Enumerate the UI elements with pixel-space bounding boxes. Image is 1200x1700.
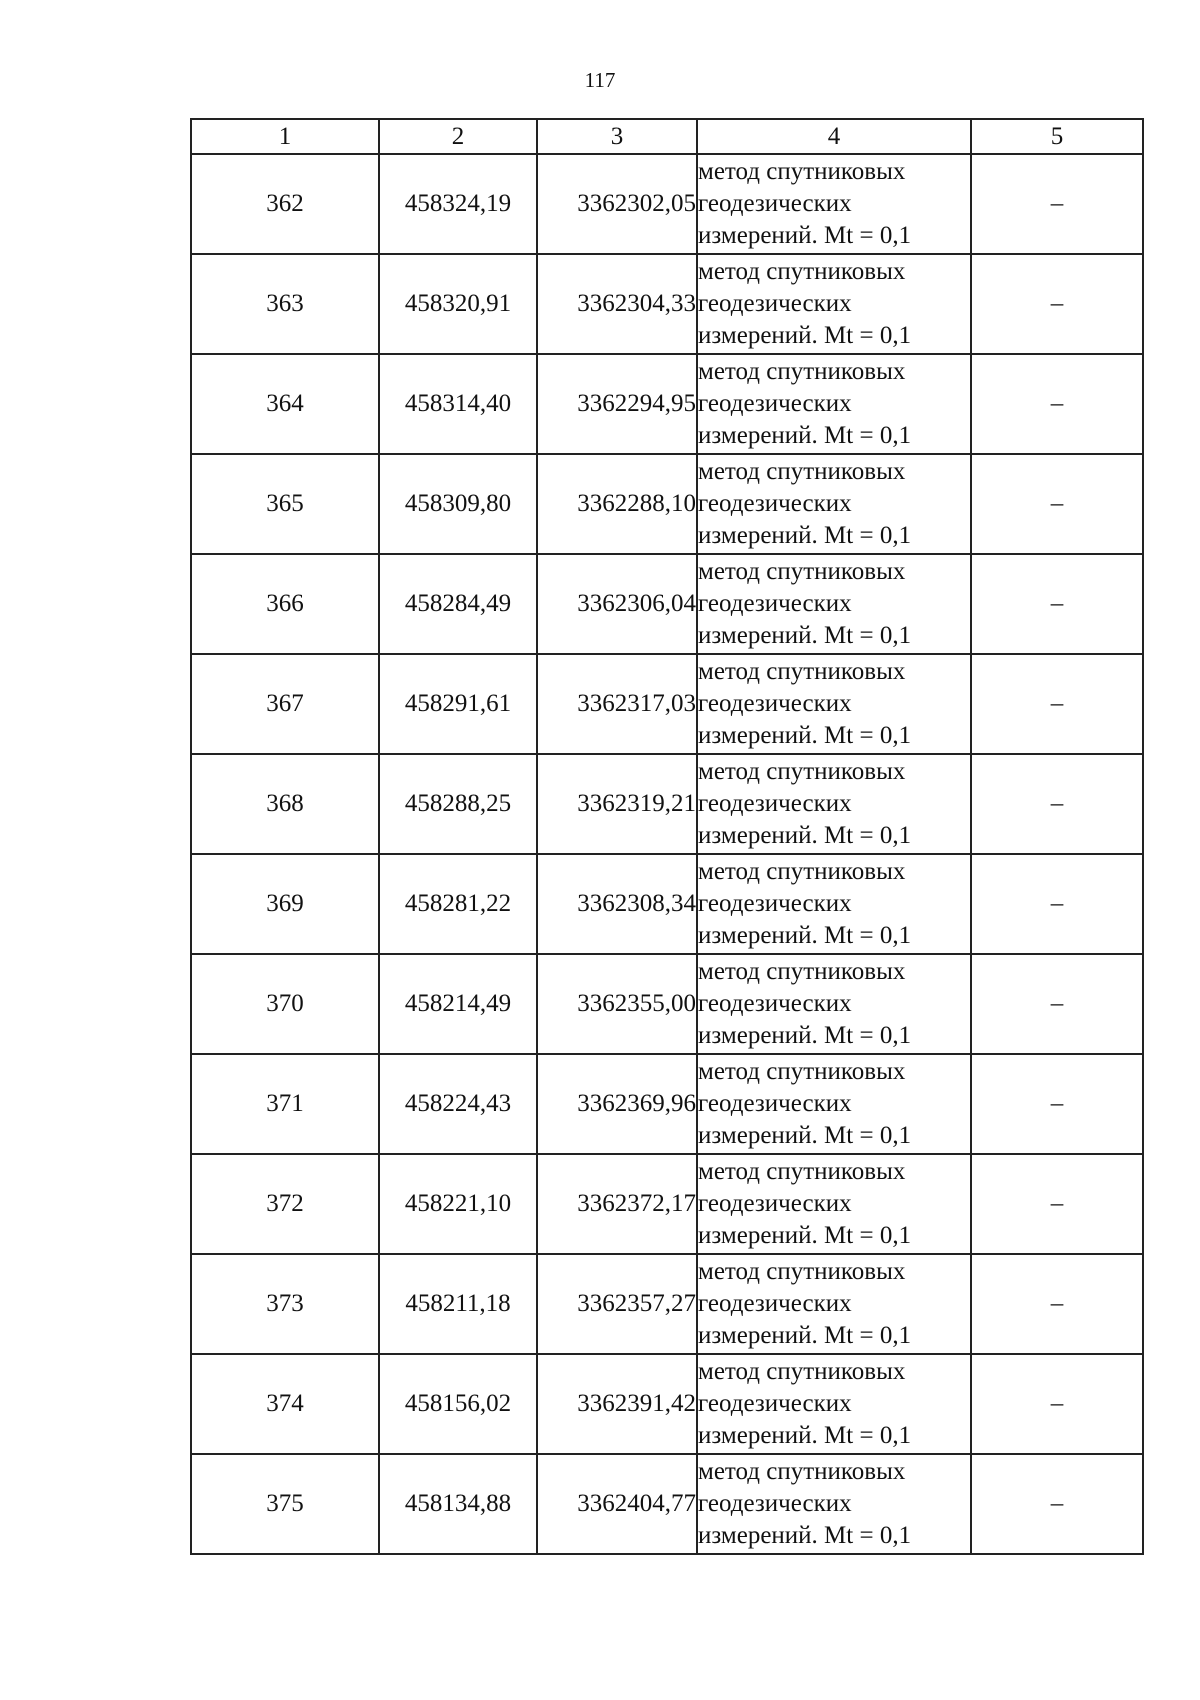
method-cell	[697, 1454, 971, 1554]
method-line: измерений. Mt = 0,1	[698, 1222, 912, 1249]
method-line: метод спутниковых	[698, 358, 906, 385]
coordinate-y-cell: 3362319,21	[537, 754, 697, 854]
method-line: геодезических	[698, 1390, 852, 1417]
method-line: метод спутниковых	[698, 1458, 906, 1485]
point-number-cell: 375	[191, 1454, 379, 1554]
method-line: метод спутниковых	[698, 658, 906, 685]
table-row	[191, 1454, 1143, 1554]
coordinate-y-cell: 3362308,34	[537, 854, 697, 954]
coordinate-x-cell: 458320,91	[379, 254, 537, 354]
note-cell: –	[971, 954, 1143, 1054]
header-row	[191, 119, 1143, 154]
method-line: измерений. Mt = 0,1	[698, 222, 912, 249]
method-line: метод спутниковых	[698, 1158, 906, 1185]
coordinate-x-cell: 458291,61	[379, 654, 537, 754]
table-row	[191, 854, 1143, 954]
method-line: измерений. Mt = 0,1	[698, 822, 912, 849]
method-cell	[697, 254, 971, 354]
method-line: измерений. Mt = 0,1	[698, 1422, 912, 1449]
method-line: метод спутниковых	[698, 458, 906, 485]
method-line: измерений. Mt = 0,1	[698, 722, 912, 749]
coordinate-x-cell: 458224,43	[379, 1054, 537, 1154]
coordinate-y-cell: 3362369,96	[537, 1054, 697, 1154]
note-cell: –	[971, 254, 1143, 354]
table-row	[191, 1054, 1143, 1154]
table-body	[191, 154, 1143, 1554]
coordinate-x-cell: 458221,10	[379, 1154, 537, 1254]
note-cell: –	[971, 1454, 1143, 1554]
coordinate-y-cell: 3362302,05	[537, 154, 697, 254]
coordinate-x-cell: 458284,49	[379, 554, 537, 654]
table-row	[191, 254, 1143, 354]
coordinate-x-cell: 458309,80	[379, 454, 537, 554]
note-cell: –	[971, 554, 1143, 654]
note-cell: –	[971, 1054, 1143, 1154]
method-line: геодезических	[698, 490, 852, 517]
method-line: метод спутниковых	[698, 158, 906, 185]
point-number-cell: 373	[191, 1254, 379, 1354]
coordinate-x-cell: 458324,19	[379, 154, 537, 254]
point-number-cell: 365	[191, 454, 379, 554]
method-line: геодезических	[698, 1490, 852, 1517]
method-line: геодезических	[698, 690, 852, 717]
coordinate-y-cell: 3362355,00	[537, 954, 697, 1054]
coordinate-x-cell: 458288,25	[379, 754, 537, 854]
point-number-cell: 364	[191, 354, 379, 454]
note-cell: –	[971, 454, 1143, 554]
method-line: измерений. Mt = 0,1	[698, 522, 912, 549]
method-line: метод спутниковых	[698, 958, 906, 985]
table-row	[191, 154, 1143, 254]
note-cell: –	[971, 754, 1143, 854]
point-number-cell: 367	[191, 654, 379, 754]
coordinate-y-cell: 3362294,95	[537, 354, 697, 454]
method-line: метод спутниковых	[698, 1358, 906, 1385]
method-line: измерений. Mt = 0,1	[698, 1322, 912, 1349]
method-line: метод спутниковых	[698, 558, 906, 585]
column-header-4: 4	[697, 119, 971, 154]
coordinates-table	[190, 118, 1144, 1555]
coordinate-x-cell: 458281,22	[379, 854, 537, 954]
method-cell	[697, 1054, 971, 1154]
method-line: измерений. Mt = 0,1	[698, 1522, 912, 1549]
coordinate-x-cell: 458134,88	[379, 1454, 537, 1554]
method-cell	[697, 554, 971, 654]
point-number-cell: 370	[191, 954, 379, 1054]
table-row	[191, 354, 1143, 454]
method-line: измерений. Mt = 0,1	[698, 622, 912, 649]
method-line: геодезических	[698, 290, 852, 317]
method-line: геодезических	[698, 790, 852, 817]
note-cell: –	[971, 1354, 1143, 1454]
column-header-3: 3	[537, 119, 697, 154]
method-line: метод спутниковых	[698, 858, 906, 885]
column-header-5: 5	[971, 119, 1143, 154]
point-number-cell: 374	[191, 1354, 379, 1454]
page-number: 117	[584, 68, 616, 92]
coordinate-x-cell: 458214,49	[379, 954, 537, 1054]
coordinate-y-cell: 3362391,42	[537, 1354, 697, 1454]
note-cell: –	[971, 654, 1143, 754]
coordinate-y-cell: 3362372,17	[537, 1154, 697, 1254]
point-number-cell: 372	[191, 1154, 379, 1254]
point-number-cell: 366	[191, 554, 379, 654]
method-cell	[697, 854, 971, 954]
note-cell: –	[971, 354, 1143, 454]
column-header-1: 1	[191, 119, 379, 154]
method-cell	[697, 1254, 971, 1354]
method-line: геодезических	[698, 1290, 852, 1317]
method-line: геодезических	[698, 1090, 852, 1117]
method-line: метод спутниковых	[698, 758, 906, 785]
coordinate-y-cell: 3362357,27	[537, 1254, 697, 1354]
table-row	[191, 454, 1143, 554]
coordinate-y-cell: 3362404,77	[537, 1454, 697, 1554]
table-row	[191, 754, 1143, 854]
method-line: метод спутниковых	[698, 1258, 906, 1285]
table-row	[191, 1154, 1143, 1254]
method-cell	[697, 354, 971, 454]
coordinate-x-cell: 458211,18	[379, 1254, 537, 1354]
coordinate-x-cell: 458314,40	[379, 354, 537, 454]
table-row	[191, 654, 1143, 754]
method-cell	[697, 954, 971, 1054]
point-number-cell: 362	[191, 154, 379, 254]
method-cell	[697, 1354, 971, 1454]
method-line: геодезических	[698, 190, 852, 217]
point-number-cell: 369	[191, 854, 379, 954]
note-cell: –	[971, 154, 1143, 254]
method-line: геодезических	[698, 990, 852, 1017]
coordinate-y-cell: 3362306,04	[537, 554, 697, 654]
method-cell	[697, 154, 971, 254]
method-line: измерений. Mt = 0,1	[698, 922, 912, 949]
method-line: метод спутниковых	[698, 1058, 906, 1085]
note-cell: –	[971, 1254, 1143, 1354]
table-row	[191, 554, 1143, 654]
table-row	[191, 1354, 1143, 1454]
method-line: геодезических	[698, 1190, 852, 1217]
method-line: измерений. Mt = 0,1	[698, 322, 912, 349]
method-line: измерений. Mt = 0,1	[698, 422, 912, 449]
note-cell: –	[971, 854, 1143, 954]
column-header-2: 2	[379, 119, 537, 154]
method-cell	[697, 754, 971, 854]
method-cell	[697, 654, 971, 754]
method-line: измерений. Mt = 0,1	[698, 1022, 912, 1049]
coordinate-y-cell: 3362304,33	[537, 254, 697, 354]
point-number-cell: 363	[191, 254, 379, 354]
coordinate-y-cell: 3362288,10	[537, 454, 697, 554]
method-line: метод спутниковых	[698, 258, 906, 285]
method-cell	[697, 454, 971, 554]
table-row	[191, 954, 1143, 1054]
point-number-cell: 368	[191, 754, 379, 854]
method-line: геодезических	[698, 590, 852, 617]
method-cell	[697, 1154, 971, 1254]
method-line: измерений. Mt = 0,1	[698, 1122, 912, 1149]
coordinate-y-cell: 3362317,03	[537, 654, 697, 754]
method-line: геодезических	[698, 890, 852, 917]
coordinate-x-cell: 458156,02	[379, 1354, 537, 1454]
note-cell: –	[971, 1154, 1143, 1254]
method-line: геодезических	[698, 390, 852, 417]
point-number-cell: 371	[191, 1054, 379, 1154]
table-row	[191, 1254, 1143, 1354]
